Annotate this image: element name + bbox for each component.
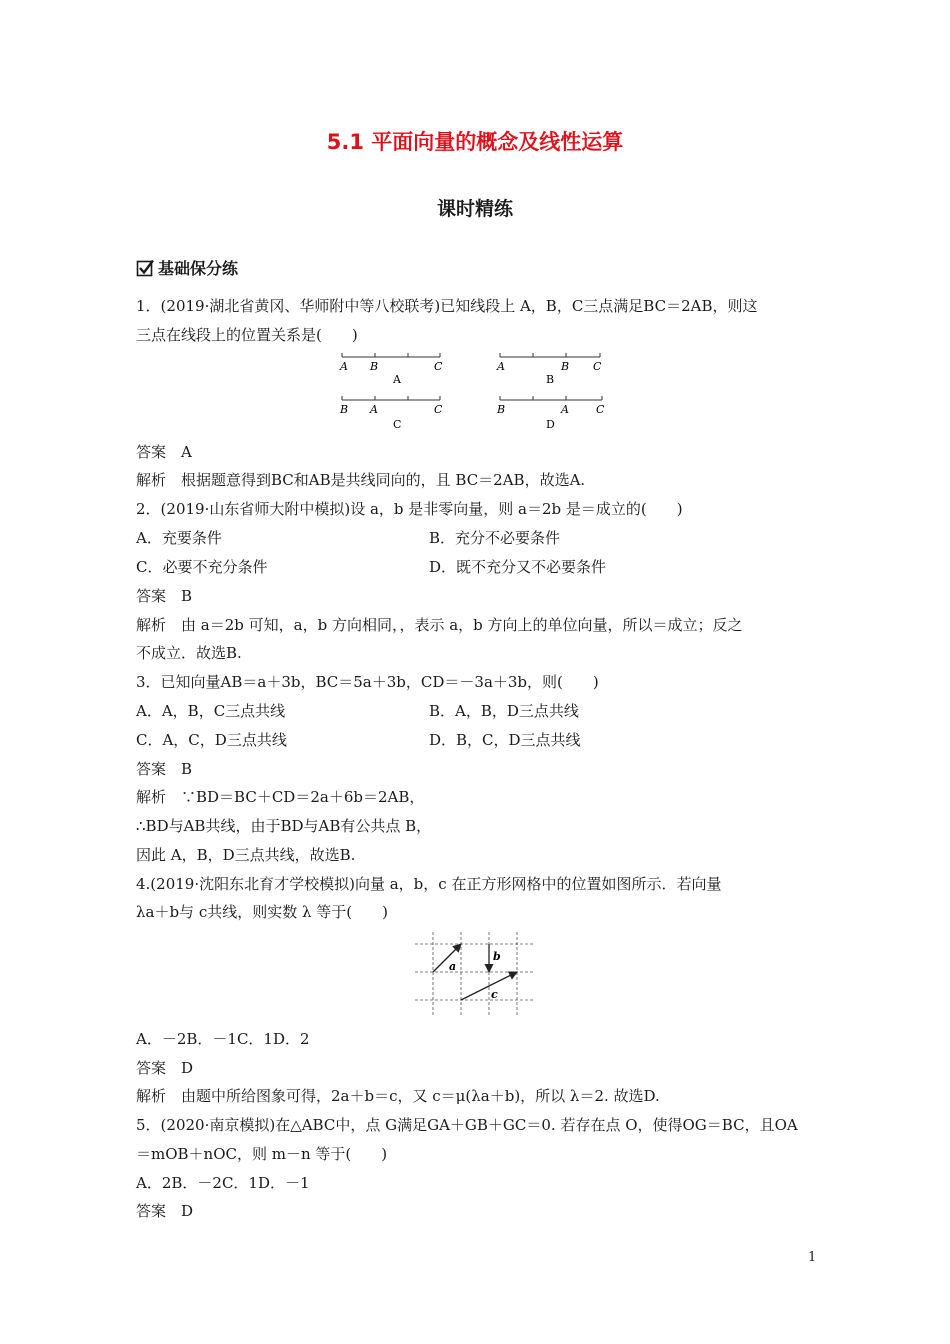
q1-stem-line1: 1．(2019·湖北省黄冈、华师附中等八校联考)已知线段上 A，B，C三点满足BC＝2AB，则这 xyxy=(136,297,758,315)
q1-stem-line2: 三点在线段上的位置关系是( ) xyxy=(136,326,358,344)
q4-options: A．－2B．－1C．1D．2 xyxy=(136,1030,310,1048)
q5-options: A．2B．－2C．1D．－1 xyxy=(136,1174,310,1192)
q4-grid-figure xyxy=(415,932,535,1018)
section-header xyxy=(136,256,238,279)
q1-figure xyxy=(330,350,620,436)
q2-option-a: A．充要条件 xyxy=(136,529,222,547)
vector-a-label: a xyxy=(449,960,457,973)
pt: C xyxy=(593,360,602,373)
q4-explanation: 解析 由题中所给图象可得，2a＋b＝c，又 c＝μ(λa＋b)，所以 λ＝2. 故选D. xyxy=(136,1087,660,1105)
pt: B xyxy=(497,403,506,416)
q5-stem-line2: ＝mOB＋nOC，则 m－n 等于( ) xyxy=(136,1145,388,1163)
q2-option-d: D．既不充分又不必要条件 xyxy=(429,558,607,576)
q2-explanation-line2: 不成立．故选B. xyxy=(136,644,242,662)
pt: A xyxy=(497,360,505,373)
pt: B xyxy=(370,360,379,373)
section-label: 基础保分练 xyxy=(158,259,239,278)
pt: A xyxy=(561,403,569,416)
q2-answer: 答案 B xyxy=(136,587,193,605)
vector-a-arrow xyxy=(433,944,461,972)
vector-c-arrow xyxy=(461,972,517,1000)
pt: A xyxy=(370,403,378,416)
page-subtitle: 课时精练 xyxy=(436,198,513,220)
label: A xyxy=(393,373,401,386)
q3-stem: 3．已知向量AB＝a＋3b，BC＝5a＋3b，CD＝－3a＋3b，则( ) xyxy=(136,673,599,691)
pt: A xyxy=(340,360,348,373)
checkbox-icon xyxy=(136,259,154,277)
q2-explanation-line1: 解析 由 a＝2b 可知，a，b 方向相同，，表示 a，b 方向上的单位向量，所以＝成立；反之 xyxy=(136,616,743,634)
pt: C xyxy=(434,360,443,373)
q3-explanation-line1: 解析 ∵BD＝BC＋CD＝2a＋6b＝2AB， xyxy=(136,788,425,806)
q2-option-b: B．充分不必要条件 xyxy=(429,529,561,547)
pt: C xyxy=(434,403,443,416)
q1-diagram-D xyxy=(496,396,605,431)
label: D xyxy=(546,418,555,431)
q5-answer: 答案 D xyxy=(136,1202,194,1220)
page-title: 5.1 平面向量的概念及线性运算 xyxy=(326,130,624,154)
q3-option-d: D．B，C，D三点共线 xyxy=(429,731,581,749)
pt: B xyxy=(340,403,349,416)
q2-stem: 2．(2019·山东省师大附中模拟)设 a，b 是非零向量，则 a＝2b 是＝成立的( ) xyxy=(136,500,683,518)
q4-answer: 答案 D xyxy=(136,1059,194,1077)
q3-answer: 答案 B xyxy=(136,760,193,778)
q3-option-b: B．A，B，D三点共线 xyxy=(429,702,579,720)
q1-explanation: 解析 根据题意得到BC和AB是共线同向的，且 BC＝2AB，故选A. xyxy=(136,471,586,489)
q3-option-c: C．A，C，D三点共线 xyxy=(136,731,287,749)
vector-c-label: c xyxy=(491,988,498,1001)
label: C xyxy=(393,418,402,431)
pt: C xyxy=(596,403,605,416)
label: B xyxy=(546,373,555,386)
q3-explanation-line3: 因此 A，B，D三点共线，故选B. xyxy=(136,846,356,864)
pt: B xyxy=(561,360,570,373)
q3-option-a: A．A，B，C三点共线 xyxy=(136,702,286,720)
q1-answer: 答案 A xyxy=(136,443,192,461)
q4-stem-line2: λa＋b与 c共线，则实数 λ 等于( ) xyxy=(136,903,388,921)
q4-stem-line1: 4.(2019·沈阳东北育才学校模拟)向量 a，b，c 在正方形网格中的位置如图所示．若向量 xyxy=(136,875,722,893)
q3-explanation-line2: ∴BD与AB共线，由于BD与AB有公共点 B， xyxy=(136,817,432,835)
q5-stem-line1: 5．(2020·南京模拟)在△ABC中，点 G满足GA＋GB＋GC＝0. 若存在点 O，使得OG＝BC，且OA xyxy=(136,1116,798,1134)
page-number: 1 xyxy=(808,1250,817,1265)
q1-diagram-B xyxy=(496,353,602,386)
vector-b-label: b xyxy=(493,950,501,963)
q2-option-c: C．必要不充分条件 xyxy=(136,558,268,576)
q1-diagram-C xyxy=(339,396,443,431)
q1-diagram-A xyxy=(339,353,443,386)
